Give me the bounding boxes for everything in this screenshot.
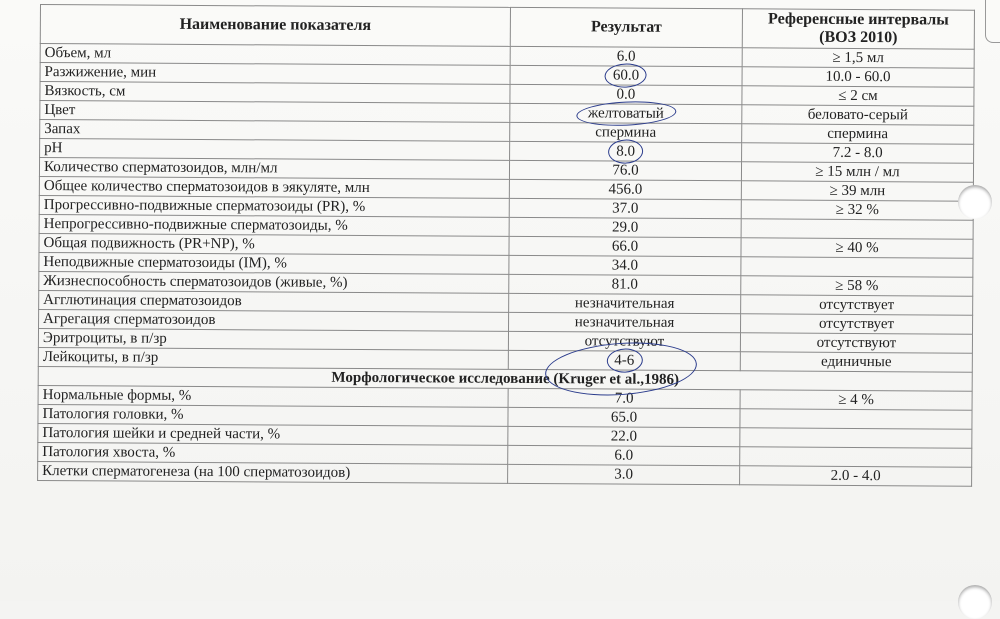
header-result: Результат <box>510 7 742 47</box>
row-reference: ≥ 4 % <box>740 390 972 410</box>
row-name: Патология головки, % <box>38 404 508 426</box>
row-name: Клетки сперматогенеза (на 100 сперматозоидов) <box>38 461 508 483</box>
row-name: Лейкоциты, в п/зр <box>38 347 508 369</box>
row-result: 76.0 <box>509 160 741 180</box>
row-result <box>508 350 740 370</box>
row-reference: ≥ 1,5 мл <box>742 48 974 68</box>
row-name: Эритроциты, в п/зр <box>38 328 508 350</box>
row-result: 34.0 <box>509 255 741 275</box>
row-reference <box>740 428 972 448</box>
row-reference <box>740 447 972 467</box>
row-name: Патология хвоста, % <box>38 442 508 464</box>
binder-hole <box>958 185 992 219</box>
row-reference: 2.0 - 4.0 <box>740 466 972 486</box>
row-result <box>510 65 742 85</box>
row-result: 65.0 <box>508 407 740 427</box>
row-result: 22.0 <box>508 426 740 446</box>
table-header-row <box>40 5 974 50</box>
row-name: Жизнеспособность сперматозоидов (живые, %) <box>39 271 509 293</box>
row-name: Агглютинация сперматозоидов <box>39 290 509 312</box>
row-name: Объем, мл <box>40 44 510 66</box>
row-reference: ≥ 58 % <box>741 276 973 296</box>
row-result: 3.0 <box>508 464 740 484</box>
row-name: Патология шейки и средней части, % <box>38 423 508 445</box>
row-reference: ≥ 15 млн / мл <box>741 162 973 182</box>
row-result: 456.0 <box>509 179 741 199</box>
row-reference: отсутствует <box>741 314 973 334</box>
row-name: Вязкость, см <box>40 82 510 104</box>
row-reference: ≤ 2 см <box>742 86 974 106</box>
row-name: Неподвижные сперматозоиды (IM), % <box>39 252 509 274</box>
row-result <box>510 103 742 123</box>
row-name: Прогрессивно-подвижные сперматозоиды (PR), % <box>39 195 509 217</box>
row-name: Общее количество сперматозоидов в эякуляте, млн <box>39 176 509 198</box>
row-result: 7.0 <box>508 388 740 408</box>
row-name: Запах <box>40 120 510 142</box>
row-reference: ≥ 40 % <box>741 238 973 258</box>
row-reference: 7.2 - 8.0 <box>742 143 974 163</box>
row-reference <box>741 257 973 277</box>
pen-circled-value: желтоватый <box>587 105 664 122</box>
row-result: незначительная <box>509 293 741 313</box>
row-reference: беловато-серый <box>742 105 974 125</box>
row-result: 6.0 <box>510 46 742 66</box>
page-edge-mark <box>985 0 1000 43</box>
row-reference <box>741 219 973 239</box>
pen-circled-value: 60.0 <box>612 67 640 84</box>
row-reference: отсутствует <box>741 295 973 315</box>
row-result: 81.0 <box>509 274 741 294</box>
header-name: Наименование показателя <box>40 5 510 47</box>
row-name: Цвет <box>40 101 510 123</box>
binder-hole <box>958 585 992 619</box>
row-name: Непрогрессивно-подвижные сперматозоиды, % <box>39 214 509 236</box>
row-reference <box>740 409 972 429</box>
row-result: 6.0 <box>508 445 740 465</box>
row-result: отсутствуют <box>508 331 740 351</box>
row-reference: 10.0 - 60.0 <box>742 67 974 87</box>
semen-analysis-table <box>37 4 975 487</box>
row-reference: спермина <box>742 124 974 144</box>
header-reference <box>742 9 974 49</box>
row-result: 29.0 <box>509 217 741 237</box>
header-reference-line2: (ВОЗ 2010) <box>819 28 898 47</box>
row-result <box>510 141 742 161</box>
morphology-section-title: Морфологическое исследование (Kruger et al.,1986) <box>38 366 972 391</box>
row-name: Общая подвижность (PR+NP), % <box>39 233 509 255</box>
row-name: pH <box>40 139 510 161</box>
row-result: 0.0 <box>510 84 742 104</box>
header-reference-line1: Референсные интервалы <box>768 10 949 29</box>
row-reference: отсутствуют <box>740 333 972 353</box>
row-reference: ≥ 39 млн <box>741 181 973 201</box>
row-reference: ≥ 32 % <box>741 200 973 220</box>
row-name: Разжижение, мин <box>40 63 510 85</box>
row-name: Агрегация сперматозоидов <box>39 309 509 331</box>
row-reference: единичные <box>740 352 972 372</box>
row-name: Нормальные формы, % <box>38 385 508 407</box>
row-name: Количество сперматозоидов, млн/мл <box>39 158 509 180</box>
row-result: спермина <box>510 122 742 142</box>
row-result: 66.0 <box>509 236 741 256</box>
row-result: незначительная <box>509 312 741 332</box>
pen-circled-value: 8.0 <box>616 143 636 160</box>
row-result: 37.0 <box>509 198 741 218</box>
pen-circled-value: 4-6 <box>614 352 635 369</box>
